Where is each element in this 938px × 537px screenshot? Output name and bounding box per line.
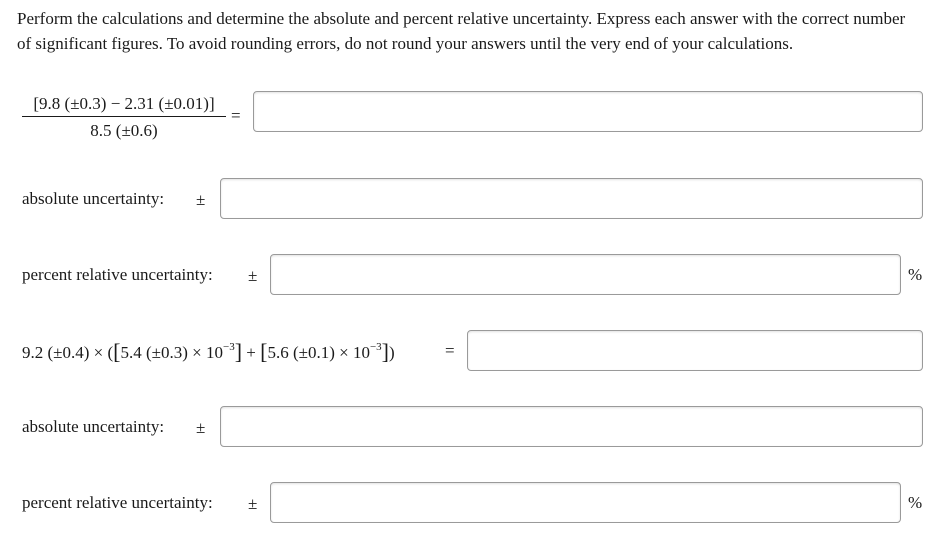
problem2-expression	[22, 338, 395, 364]
bracket-close: ]	[234, 339, 243, 364]
problem1-answer-input[interactable]	[253, 91, 923, 132]
plus-sign: +	[242, 343, 261, 362]
fraction-denominator: 8.5 (±0.6)	[90, 121, 158, 140]
absolute-uncertainty-label: absolute uncertainty:	[22, 417, 165, 436]
percent-relative-uncertainty-label: percent relative uncertainty:	[22, 265, 213, 284]
fraction-numerator: [9.8 (±0.3) − 2.31 (±0.01)]	[22, 94, 226, 117]
percent-unit: %	[908, 265, 923, 284]
expression-part: 5.6 (±0.1) × 10	[267, 343, 370, 362]
expression-part: 5.4 (±0.3) × 10	[120, 343, 223, 362]
exponent: −3	[369, 341, 382, 354]
plus-minus-sign: ±	[248, 494, 258, 513]
bracket-close: ]	[381, 339, 389, 364]
plus-minus-sign: ±	[196, 190, 206, 209]
problem1-percent-uncertainty-input[interactable]	[270, 254, 901, 295]
percent-relative-uncertainty-label: percent relative uncertainty:	[22, 493, 213, 512]
exponent: −3	[222, 341, 235, 354]
instructions-text: Perform the calculations and determine the absolute and percent relative uncertainty. Express each answer with the correct number of significant figures. To avoid rounding errors, do not round your answers until the very end of your calculations.	[17, 9, 906, 53]
plus-minus-sign: ±	[196, 418, 206, 437]
fraction-expression	[22, 94, 226, 141]
bracket-open: [	[260, 339, 268, 364]
problem2-absolute-uncertainty-input[interactable]	[220, 406, 923, 447]
problem2-percent-uncertainty-input[interactable]	[270, 482, 901, 523]
problem2-answer-input[interactable]	[467, 330, 923, 371]
problem1-absolute-uncertainty-input[interactable]	[220, 178, 923, 219]
equals-sign: =	[231, 106, 241, 125]
paren-close: )	[389, 343, 395, 362]
plus-minus-sign: ±	[248, 266, 258, 285]
percent-unit: %	[908, 493, 923, 512]
absolute-uncertainty-label: absolute uncertainty:	[22, 189, 165, 208]
equals-sign: =	[445, 341, 455, 360]
bracket-open: [	[113, 339, 121, 364]
expression-part: 9.2 (±0.4) × (	[22, 343, 114, 362]
